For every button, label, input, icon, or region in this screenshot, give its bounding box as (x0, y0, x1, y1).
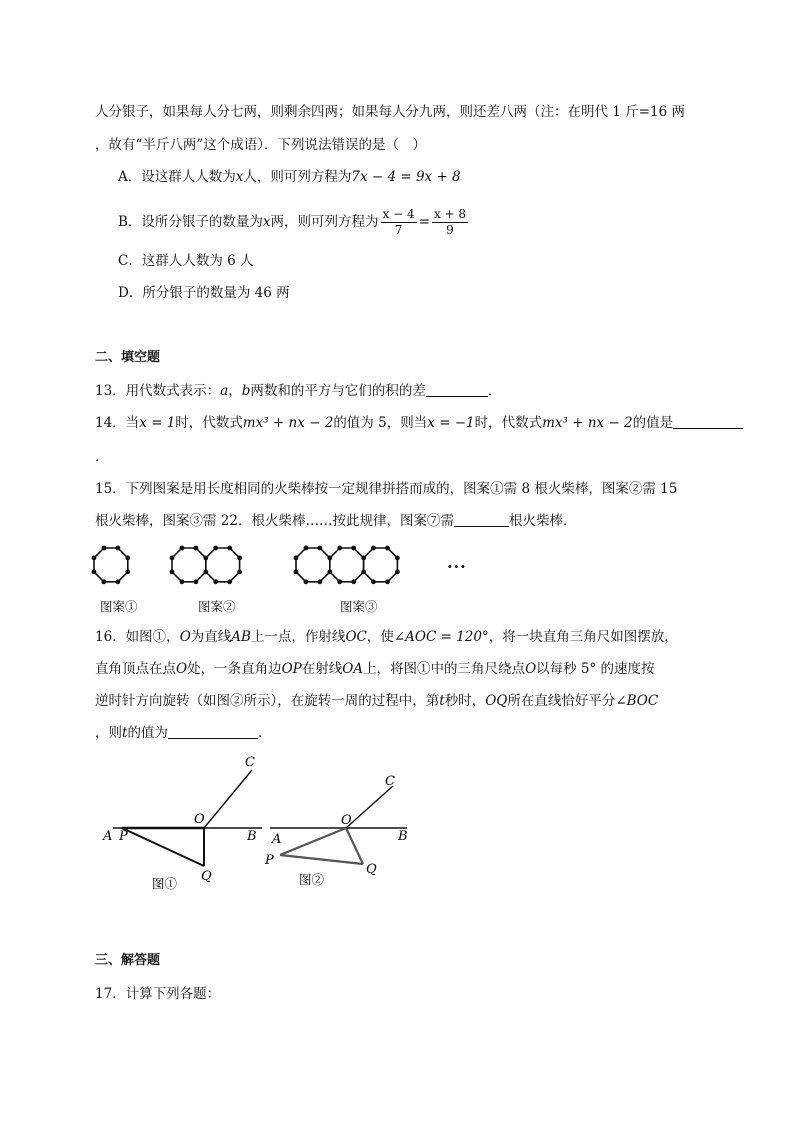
q16-line-ab: AB (231, 629, 251, 645)
q16-angle-boc: ∠BOC (615, 693, 659, 709)
pattern-2-vertex (203, 569, 208, 574)
q16-var-t: t (439, 693, 445, 709)
q13-comma: ， (228, 383, 242, 399)
pattern-3-vertex (385, 579, 390, 584)
fraction-right (432, 207, 468, 238)
pattern-1-vertex (115, 546, 120, 551)
q16-answer-blank[interactable] (168, 724, 258, 739)
q12-option-d: D．所分银子的数量为 46 两 (118, 285, 290, 301)
q16-text-12: 秒时， (444, 693, 486, 709)
fig1-label-o: O (194, 812, 205, 827)
q14-cond-1: x = 1 (139, 415, 176, 431)
fig2-side-oq (346, 828, 363, 864)
pattern-3-vertex (371, 546, 376, 551)
q16-text-2: 为直线 (190, 629, 232, 645)
pattern-3-vertex (294, 569, 299, 574)
pattern-2-vertex (179, 546, 184, 551)
option-b-var: x (262, 214, 271, 230)
q14-expr-2: mx³ + nx − 2 (542, 415, 633, 431)
fig1-label-q: Q (201, 869, 212, 884)
pattern-3-vertex (303, 546, 308, 551)
q12-option-c: C．这群人人数为 6 人 (118, 253, 254, 269)
pattern-2-vertex (203, 555, 208, 560)
q14-answer-blank[interactable] (673, 414, 743, 429)
pattern-2-vertex (213, 546, 218, 551)
fig2-label-q: Q (366, 862, 377, 877)
pattern-3-vertex (395, 555, 400, 560)
q16-end: ． (257, 725, 272, 741)
pattern-3-vertex (317, 546, 322, 551)
fraction-right-den: 9 (446, 223, 454, 237)
pattern-3-vertex (294, 555, 299, 560)
pattern-3-vertex (351, 546, 356, 551)
q13 (95, 382, 501, 400)
pattern-3-vertex (337, 546, 342, 551)
q15-text: 根火柴棒，图案③需 22．根火柴棒……按此规律，图案⑦需 (95, 513, 454, 529)
pattern-2-vertex (227, 546, 232, 551)
q16-text-3: 上一点，作射线 (250, 629, 346, 645)
q15-line1: 15．下列图案是用长度相同的火柴棒按一定规律拼搭而成的，图案①需 8 根火柴棒，图案②需 15 (95, 481, 678, 497)
pattern-2-vertex (227, 579, 232, 584)
fig2-label-b: B (398, 829, 408, 844)
fraction-left-num: x − 4 (382, 207, 415, 221)
pattern-3-vertex (361, 569, 366, 574)
pattern-2-octagon-1 (172, 548, 206, 582)
fig1-label-p: P (119, 829, 128, 844)
q16-line4 (95, 724, 271, 742)
octagon-vertices (92, 546, 400, 585)
q16-angle-aoc: ∠AOC = 120° (393, 629, 489, 645)
fig2-label-p: P (265, 853, 274, 868)
pattern-1-vertex (125, 555, 130, 560)
pattern-2-caption: 图案② (198, 599, 236, 614)
fig2-caption: 图② (299, 872, 325, 887)
pattern-2-vertex (237, 555, 242, 560)
fig2-label-c: C (385, 774, 395, 789)
q16-line2 (95, 660, 655, 678)
pattern-3-octagon-2 (330, 548, 364, 582)
pattern-3-vertex (385, 546, 390, 551)
pattern-3-vertex (327, 555, 332, 560)
pattern-3-vertex (395, 569, 400, 574)
pattern-2-vertex (213, 579, 218, 584)
q14-text-1: 14．当 (95, 415, 140, 431)
q15-line2 (95, 512, 576, 530)
q16-text-4: ，使 (366, 629, 394, 645)
fraction-left (381, 207, 417, 238)
q16-text-11: 逆时针方向旋转（如图②所示），在旋转一周的过程中，第 (95, 693, 440, 709)
q16-ray-oc: OC (345, 629, 367, 645)
option-a-var: x (235, 169, 244, 185)
fraction-right-num: x + 8 (433, 207, 467, 221)
q16-side-oq: OQ (485, 693, 508, 709)
fig2-side-pq (280, 855, 363, 864)
option-b-mid: 两，则可列方程为 (270, 214, 379, 230)
option-a-text: A．设这群人人数为 (118, 169, 236, 185)
fig1-ray-oc (204, 770, 252, 828)
pattern-2-octagon-2 (206, 548, 240, 582)
pattern-2-vertex (193, 546, 198, 551)
pattern-1-vertex (92, 555, 97, 560)
pattern-2-vertex (193, 579, 198, 584)
q16-text-15: 的值为 (127, 725, 168, 741)
q14-text-5: 的值是 (632, 415, 674, 431)
option-a-mid: 人，则可列方程为 (243, 169, 352, 185)
q12-option-a (118, 168, 461, 186)
q16-text-7: 处，一条直角边 (187, 661, 282, 677)
fig2-side-op (280, 828, 346, 855)
q16-point-o: O (179, 629, 191, 645)
fig1-label-a: A (103, 829, 113, 844)
octagon-patterns (94, 548, 397, 582)
fig1-side-pq (122, 828, 204, 866)
q13-end: ． (487, 383, 502, 399)
pattern-1-vertex (125, 569, 130, 574)
q12-option-b (118, 205, 470, 239)
q17: 17．计算下列各题： (95, 986, 221, 1002)
q16-side-op: OP (281, 661, 302, 677)
pattern-2-vertex (170, 569, 175, 574)
q13-var-b: b (241, 383, 251, 399)
pattern-3-octagon-1 (296, 548, 330, 582)
pattern-3-octagon-3 (364, 548, 398, 582)
fig1-label-b: B (247, 829, 257, 844)
pattern-1-vertex (115, 579, 120, 584)
q14-cond-2: x = −1 (427, 415, 475, 431)
q15-answer-blank[interactable] (454, 512, 509, 527)
q13-text: 13．用代数式表示： (95, 383, 221, 399)
pattern-1-caption: 图案① (100, 599, 138, 614)
fig1-label-c: C (245, 755, 255, 770)
section-fill-blank-heading: 二、填空题 (95, 350, 161, 365)
pattern-continuation-dots: ··· (447, 557, 467, 576)
q14-line1 (95, 414, 743, 432)
pattern-3-vertex (317, 579, 322, 584)
pattern-3-vertex (351, 579, 356, 584)
q12-line2: ，故有“半斤八两”这个成语）．下列说法错误的是（ ） (95, 137, 427, 153)
q16-text-1: 16．如图①， (95, 629, 180, 645)
q13-text-post: 两数和的平方与它们的积的差 (250, 383, 426, 399)
option-b-text: B．设所分银子的数量为 (118, 214, 263, 230)
q16-text-6: 直角顶点在点 (95, 661, 176, 677)
q13-var-a: a (220, 383, 229, 399)
q14-text-4: 时，代数式 (474, 415, 543, 431)
q16-point-o-3: O (525, 661, 537, 677)
pattern-2-vertex (237, 569, 242, 574)
q16-text-10: 以每秒 5° 的速度按 (536, 661, 655, 677)
q16-text-5: ，将一块直角三角尺如图摆放， (488, 629, 678, 645)
q14-text-3: 的值为 5，则当 (333, 415, 428, 431)
q12-line1: 人分银子，如果每人分七两，则剩余四两；如果每人分九两，则还差八两（注：在明代 1 斤=16 两 (95, 104, 685, 120)
q14-expr-1: mx³ + nx − 2 (242, 415, 334, 431)
option-a-equation: 7x − 4 = 9x + 8 (351, 169, 461, 185)
pattern-3-caption: 图案③ (340, 599, 378, 614)
q13-answer-blank[interactable] (426, 382, 488, 397)
pattern-3-vertex (371, 579, 376, 584)
fig2-ray-oc (346, 786, 393, 828)
fraction-left-den: 7 (394, 223, 403, 237)
section-solution-heading: 三、解答题 (95, 953, 161, 968)
pattern-1-vertex (101, 546, 106, 551)
pattern-3-vertex (303, 579, 308, 584)
pattern-1-vertex (101, 579, 106, 584)
q16-var-t-2: t (122, 725, 128, 741)
q16-line3 (95, 692, 658, 710)
q15-text-end: 根火柴棒． (508, 513, 577, 529)
q16-text-9: 上，将图①中的三角尺绕点 (363, 661, 526, 677)
q16-text-14: ，则 (95, 725, 122, 741)
pattern-2-vertex (170, 555, 175, 560)
q16-text-8: 在射线 (301, 661, 343, 677)
pattern-2-vertex (179, 579, 184, 584)
pattern-3-vertex (327, 569, 332, 574)
pattern-1-octagon-1 (94, 548, 128, 582)
q16-point-o-2: O (176, 661, 188, 677)
pattern-3-vertex (337, 579, 342, 584)
q16-text-13: 所在直线恰好平分 (507, 693, 616, 709)
fig1-caption: 图① (152, 876, 178, 891)
equals-sign: = (418, 214, 430, 230)
q14-text-2: 时，代数式 (175, 415, 243, 431)
pattern-3-vertex (361, 555, 366, 560)
q16-ray-oa: OA (342, 661, 364, 677)
fig2-label-o: O (341, 813, 352, 828)
fig2-label-a: A (272, 832, 282, 847)
pattern-1-vertex (92, 569, 97, 574)
q14-end: ． (95, 449, 109, 465)
q16-line1 (95, 628, 678, 646)
